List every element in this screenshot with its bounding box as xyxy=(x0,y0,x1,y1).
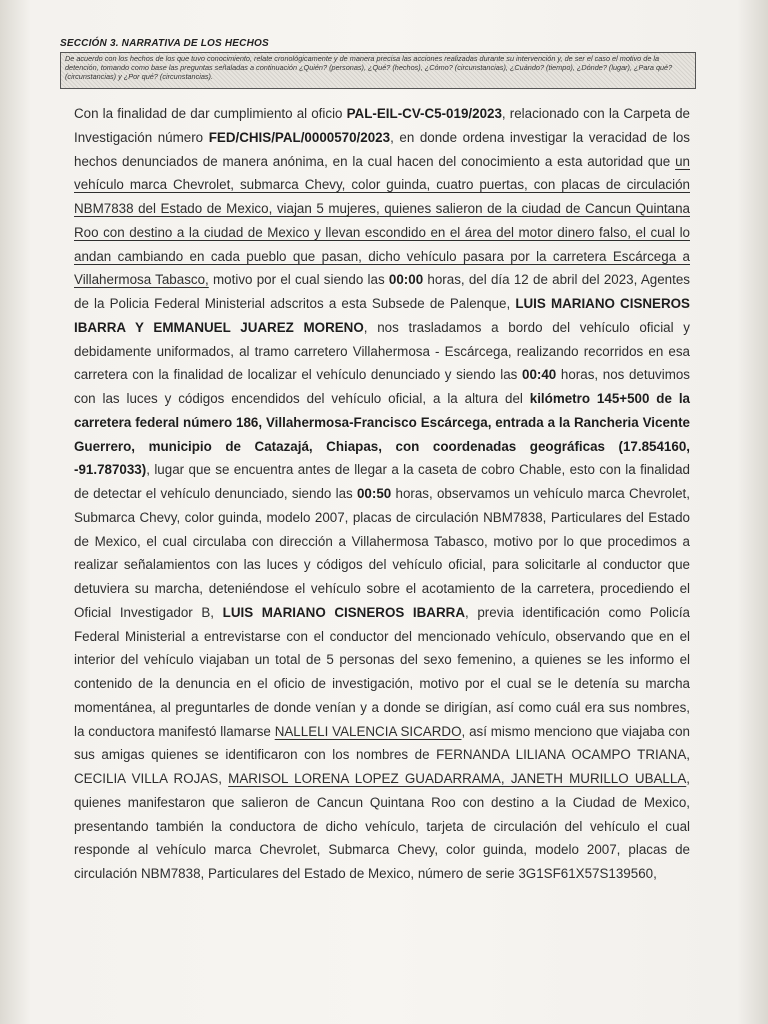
narrative-text: motivo por el cual siendo las xyxy=(208,272,389,288)
narrative-paragraph xyxy=(74,102,690,886)
narrative-text: horas, del día 12 de abril del 2023, Agentes de la Policia Federal Ministerial adscritos a esta Subsede de Palenque, xyxy=(74,272,690,311)
narrative-text: , lugar que se encuentra antes de llegar a la caseta de cobro Chable, esto con la finalidad de detectar el vehículo denunciado, siendo las xyxy=(74,462,690,501)
instructions-box: De acuerdo con los hechos de los que tuvo conocimiento, relate cronológicamente y de manera precisa las acciones realizadas durante su intervención y, de ser el caso el motivo de la detención, tomando como base las preguntas señaladas a continuación ¿Quién? (personas), ¿Qué? (hechos), ¿Cómo? (circunstancias), ¿Cuándo? (tiempo), ¿Dónde? (lugar), ¿Para qué? (circunstancias) y ¿Por qué? (circunstancias). xyxy=(60,52,696,89)
time-0050: 00:50 xyxy=(356,486,392,501)
driver-name: NALLELI VALENCIA SICARDO xyxy=(274,723,462,739)
narrative-text: , quienes manifestaron que salieron de Cancun Quintana Roo con destino a la Ciudad de Mexico, presentando también la conductora de dicho vehículo, tarjeta de circulación del vehículo el cual responde al vehículo marca Chevrolet, Submarca Chevy, color guinda, modelo 2007, placas de circulación NBM7838, Particulares del Estado de Mexico, número de serie 3G1SF61X57S139560, xyxy=(74,771,690,881)
narrative-text: , así mismo menciono que viajaba con sus amigas quienes se identificaron con los nombres de FERNANDA LILIANA OCAMPO TRIANA, CECILIA VILLA ROJAS, xyxy=(74,723,690,786)
narrative-text: , previa identificación como Policía Federal Ministerial a entrevistarse con el conductor del mencionado vehículo, observando que en el interior del vehículo viajaban un total de 5 personas del sexo femenino, a quienes se les informo el contenido de la denuncia en el oficio de investigación, motivo por el cual se le detenía su marcha momentánea, al preguntarles de donde venían y a donde se dirigían, así como cuál era sus nombres, la conductora manifestó llamarse xyxy=(74,604,690,739)
narrative-text: , en donde ordena investigar la veracidad de los hechos denunciados de manera anónima, en la cual hacen del conocimiento a esta autoridad que xyxy=(74,129,690,169)
narrative-text: Con la finalidad de dar cumplimiento al oficio xyxy=(74,106,347,121)
time-0000: 00:00 xyxy=(388,272,424,288)
carpeta-number: FED/CHIS/PAL/0000570/2023 xyxy=(208,129,391,145)
passenger-names: MARISOL LORENA LOPEZ GUADARRAMA, JANETH MURILLO UBALLA xyxy=(228,771,687,786)
narrative-text: horas, observamos un vehículo marca Chevrolet, Submarca Chevy, color guinda, modelo 2007, placas de circulación NBM7838, Particulares del Estado de Mexico, el cual circulaba con dirección a Villahermosa Tabasco, motivo por lo que procedimos a realizar señalamientos con las luces y códigos del vehículo oficial, para solicitarle al conductor que detuviera su marcha, deteniéndose el vehículo sobre el acotamiento de la carretera, procediendo el Oficial Investigador B, xyxy=(74,486,690,620)
denuncia-description: un vehículo marca Chevrolet, submarca Chevy, color guinda, cuatro puertas, con placas de circulación NBM7838 del Estado de Mexico, viajan 5 mujeres, quienes salieron de la ciudad de Cancun Quintana Roo con destino a la ciudad de Mexico y llevan escondido en el área del motor dinero falso, el cual lo andan cambiando en cada pueblo que pasan, dicho vehículo pasara por la carretera Escárcega a Villahermosa Tabasco, xyxy=(74,153,690,288)
oficio-number: PAL-EIL-CV-C5-019/2023 xyxy=(346,106,502,121)
time-0040: 00:40 xyxy=(522,367,557,383)
narrative-text: , nos trasladamos a bordo del vehículo oficial y debidamente uniformados, al tramo carretero Villahermosa - Escárcega, realizando recorridos en esa carretera con la finalidad de localizar el vehículo denunciado y siendo las xyxy=(74,319,690,383)
narrative-text: horas, nos detuvimos con las luces y códigos encendidos del vehículo oficial, a la altura del xyxy=(74,367,691,406)
officer-name: LUIS MARIANO CISNEROS IBARRA xyxy=(222,604,465,620)
section-title: SECCIÓN 3. NARRATIVA DE LOS HECHOS xyxy=(60,38,269,49)
agents-names: LUIS MARIANO CISNEROS IBARRA Y EMMANUEL JUAREZ MORENO xyxy=(74,296,690,335)
narrative-text: , relacionado con la Carpeta de Investigación número xyxy=(74,106,691,145)
narrative-body xyxy=(74,102,690,886)
location-description: kilómetro 145+500 de la carretera federal número 186, Villahermosa-Francisco Escárcega, entrada a la Rancheria Vicente Guerrero, municipio de Catazajá, Chiapas, con coordenadas geográficas (17.854160, -91.787033) xyxy=(74,391,690,478)
